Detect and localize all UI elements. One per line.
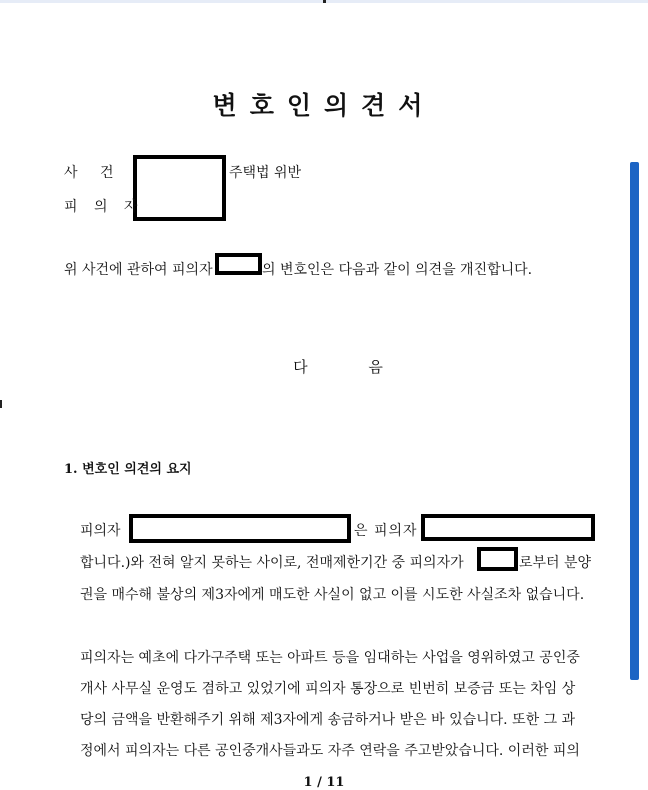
case-value-suffix: 주택법 위반 [229,165,302,181]
redacted-block-p1-a [129,514,351,543]
redacted-block-case [133,155,226,221]
redacted-block-p1-c [477,547,518,571]
redacted-block-intro [215,253,262,275]
p2-line3: 당의 금액을 반환해주기 위해 제3자에게 송금하거나 받은 바 있습니다. 또한 그 과 [80,712,576,728]
p2-line1: 피의자는 예초에 다가구주택 또는 아파트 등을 임대하는 사업을 영위하였고 공인중 [80,650,580,666]
intro-text-part1: 위 사건에 관하여 피의자 [64,262,213,278]
redacted-block-p1-b [421,514,595,541]
case-label: 사 건 [64,165,114,181]
intro-text-part2: 의 변호인은 다음과 같이 의견을 개진합니다. [262,262,533,278]
p1-line3: 권을 매수해 불상의 제3자에게 매도한 사실이 없고 이를 시도한 사실조차 없습니다. [80,587,585,603]
suspect-label: 피 의 자 [64,199,144,215]
vertical-scrollbar[interactable] [630,162,639,680]
p1-line1-a: 피의자 [80,523,121,539]
p1-line2-b: 로부터 분양 [519,555,592,571]
section-marker: 다 음 [293,358,411,376]
document-title: 변호인의견서 [212,91,436,120]
p1-line2-a: 합니다.)와 전혀 알지 못하는 사이로, 전매제한기간 중 피의자가 [80,555,464,571]
section1-heading: 1. 변호인 의견의 요지 [64,462,192,477]
p1-line1-b: 은 피의자 [354,523,418,539]
p2-line4: 정에서 피의자는 다른 공인중개사들과도 자주 연락을 주고받았습니다. 이러한 피의 [80,743,580,759]
p2-line2: 개사 사무실 운영도 겸하고 있었기에 피의자 통장으로 빈번히 보증금 또는 차임 상 [80,681,576,697]
page-number: 1 / 11 [303,775,345,790]
